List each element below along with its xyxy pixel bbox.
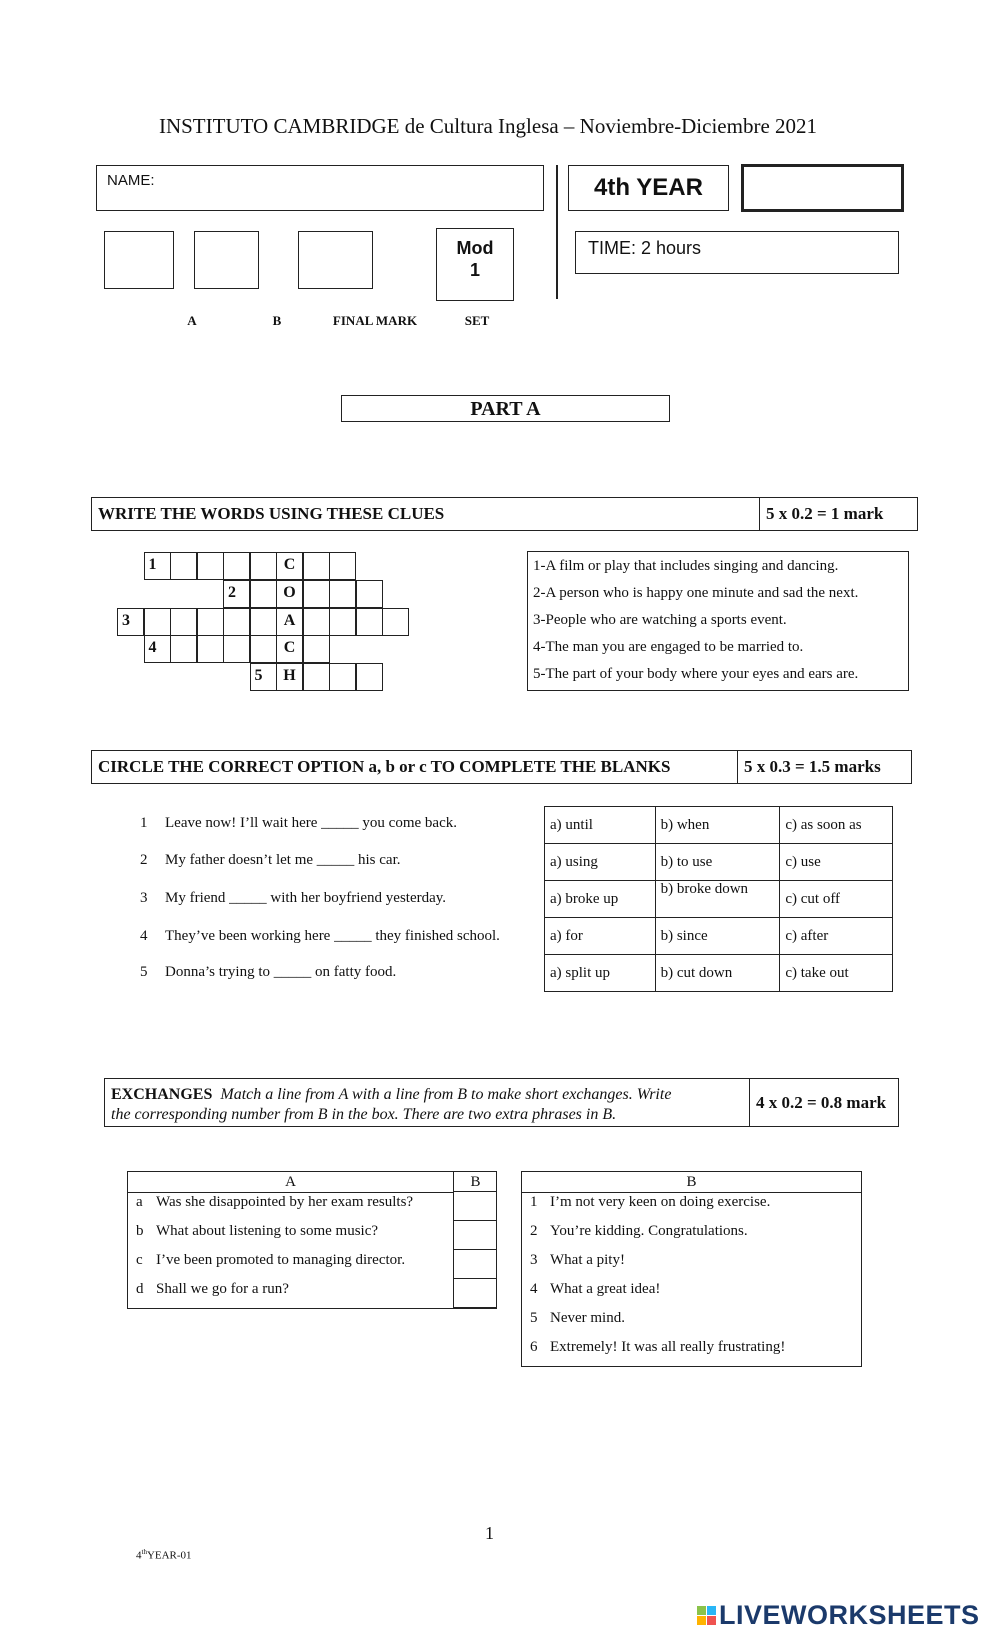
col-b-header: B: [453, 1171, 497, 1192]
section-marks: 5 x 0.2 = 1 mark: [759, 498, 917, 530]
crossword-number-cell: 1: [144, 552, 171, 580]
exchange-a-item: [136, 1223, 379, 1240]
code-suffix: YEAR-01: [146, 1549, 192, 1562]
option-b[interactable]: b) cut down: [655, 955, 780, 992]
crossword-cell[interactable]: [223, 635, 250, 663]
header-divider: [556, 165, 558, 299]
clue: 1-A film or play that includes singing and dancing.: [533, 558, 839, 574]
question-text: Donna’s trying to _____ on fatty food.: [165, 964, 397, 980]
question-number: 4: [140, 928, 148, 944]
question-text: Leave now! I’ll wait here _____ you come back.: [165, 815, 457, 831]
item-text: I’ve been promoted to managing director.: [156, 1252, 406, 1268]
crossword-cell[interactable]: [250, 552, 277, 580]
item-key: d: [136, 1281, 144, 1297]
crossword-cell[interactable]: [329, 580, 356, 608]
document-code: [136, 1548, 192, 1562]
item-text: What a great idea!: [550, 1281, 661, 1297]
crossword-cell[interactable]: [170, 608, 197, 636]
option-c[interactable]: c) after: [780, 918, 893, 955]
item-text: Never mind.: [550, 1310, 625, 1326]
crossword-cell[interactable]: [170, 552, 197, 580]
answer-box[interactable]: [453, 1279, 497, 1308]
time-box: TIME: 2 hours: [575, 231, 899, 274]
option-b[interactable]: b) since: [655, 918, 780, 955]
exchange-b-item: [530, 1310, 625, 1327]
crossword-cell[interactable]: [356, 580, 383, 608]
exchange-a-item: [136, 1281, 289, 1298]
exchange-a-item: [136, 1252, 406, 1269]
item-text: I’m not very keen on doing exercise.: [550, 1194, 771, 1210]
option-b[interactable]: b) when: [655, 807, 780, 844]
crossword-cell[interactable]: [303, 635, 330, 663]
option-a[interactable]: a) split up: [545, 955, 656, 992]
answer-box[interactable]: [453, 1250, 497, 1279]
crossword-number-cell: 2: [223, 580, 250, 608]
exchange-b-item: [530, 1252, 625, 1269]
crossword-key-letter: O: [276, 580, 303, 608]
label-set: SET: [464, 313, 490, 328]
item-text: What about listening to some music?: [156, 1223, 379, 1239]
question-text: My father doesn’t let me _____ his car.: [165, 852, 401, 868]
option-b[interactable]: b) to use: [655, 844, 780, 881]
crossword-cell[interactable]: [197, 608, 224, 636]
exchange-b-item: [530, 1223, 748, 1240]
label-final-mark: FINAL MARK: [332, 313, 418, 328]
item-key: 5: [530, 1310, 538, 1326]
crossword-cell[interactable]: [144, 608, 171, 636]
instructions-line2: the corresponding number from B in the box. There are two extra phrases in B.: [111, 1106, 617, 1123]
mod-number: 1: [469, 260, 480, 280]
col-b-list-header: B: [522, 1172, 861, 1193]
option-c[interactable]: c) take out: [780, 955, 893, 992]
clue: 2-A person who is happy one minute and sad the next.: [533, 585, 859, 601]
section-title: EXCHANGES: [111, 1086, 213, 1103]
crossword-cell[interactable]: [356, 608, 383, 636]
question-number: 2: [140, 852, 148, 868]
crossword-number-cell: 4: [144, 635, 171, 663]
item-key: c: [136, 1252, 143, 1268]
item-key: 3: [530, 1252, 538, 1268]
crossword-cell[interactable]: [303, 663, 330, 691]
year-box: 4th YEAR: [568, 165, 729, 211]
section-options-header: [91, 750, 912, 784]
option-a[interactable]: a) using: [545, 844, 656, 881]
crossword-number-cell: 3: [117, 608, 144, 636]
options-row: [545, 881, 893, 918]
crossword-cell[interactable]: [329, 663, 356, 691]
part-title: PART A: [341, 395, 670, 422]
col-a-header: A: [128, 1172, 453, 1193]
item-text: Was she disappointed by her exam results?: [156, 1194, 414, 1210]
document-title: INSTITUTO CAMBRIDGE de Cultura Inglesa – Noviembre-Diciembre 2021: [158, 114, 818, 138]
option-a[interactable]: a) until: [545, 807, 656, 844]
exchanges-instructions: [111, 1085, 743, 1125]
item-key: 2: [530, 1223, 538, 1239]
section-words-header: [91, 497, 918, 531]
watermark-text: LIVEWORKSHEETS: [719, 1600, 980, 1630]
options-table: [544, 806, 893, 992]
label-b: B: [272, 313, 282, 328]
code-prefix: 4: [136, 1549, 142, 1562]
crossword-cell[interactable]: [250, 580, 277, 608]
table-b: [521, 1171, 862, 1367]
exchange-b-item: [530, 1194, 771, 1211]
item-key: 1: [530, 1194, 538, 1210]
question-number: 3: [140, 890, 148, 906]
item-text: You’re kidding. Congratulations.: [550, 1223, 748, 1239]
exchange-b-item: [530, 1339, 786, 1356]
item-key: 6: [530, 1339, 538, 1355]
mod-label: Mod: [456, 238, 494, 258]
option-c[interactable]: c) use: [780, 844, 893, 881]
crossword-cell[interactable]: [197, 552, 224, 580]
score-box-b[interactable]: [194, 231, 259, 289]
code-box[interactable]: [741, 164, 904, 212]
table-a: [127, 1171, 497, 1309]
question-number: 5: [140, 964, 148, 980]
clues-box: [527, 551, 909, 691]
page-number: 1: [485, 1523, 494, 1543]
section-marks: 5 x 0.3 = 1.5 marks: [737, 751, 911, 783]
crossword-cell[interactable]: [303, 552, 330, 580]
crossword-cell[interactable]: [329, 608, 356, 636]
crossword-cell[interactable]: [303, 580, 330, 608]
set-box: [436, 228, 514, 301]
label-a: A: [187, 313, 197, 328]
name-label: NAME:: [107, 172, 155, 189]
score-box-a[interactable]: [104, 231, 174, 289]
liveworksheets-watermark: [697, 1600, 980, 1631]
crossword-key-letter: A: [276, 608, 303, 636]
crossword-cell[interactable]: [197, 635, 224, 663]
crossword-key-letter: C: [276, 552, 303, 580]
crossword-cell[interactable]: [303, 608, 330, 636]
item-key: a: [136, 1194, 143, 1210]
question-number: 1: [140, 815, 148, 831]
option-a[interactable]: a) broke up: [545, 881, 656, 918]
crossword-key-letter: H: [276, 663, 303, 691]
item-text: Shall we go for a run?: [156, 1281, 289, 1297]
item-key: 4: [530, 1281, 538, 1297]
option-a[interactable]: a) for: [545, 918, 656, 955]
crossword-cell[interactable]: [170, 635, 197, 663]
section-title: CIRCLE THE CORRECT OPTION a, b or c TO COMPLETE THE BLANKS: [98, 757, 671, 776]
crossword-cell[interactable]: [356, 663, 383, 691]
clue: 5-The part of your body where your eyes and ears are.: [533, 666, 859, 682]
options-row: [545, 844, 893, 881]
instructions-line1: Match a line from A with a line from B to make short exchanges. Write: [220, 1086, 672, 1103]
options-row: [545, 955, 893, 992]
code-sup: th: [141, 1548, 147, 1556]
section-title: WRITE THE WORDS USING THESE CLUES: [98, 504, 445, 523]
crossword-cell[interactable]: [223, 552, 250, 580]
crossword-key-letter: C: [276, 635, 303, 663]
clue: 3-People who are watching a sports event.: [533, 612, 787, 628]
options-row: [545, 807, 893, 844]
item-text: Extremely! It was all really frustrating!: [550, 1339, 786, 1355]
logo-icon: [697, 1606, 716, 1625]
exchange-a-item: [136, 1194, 414, 1211]
crossword-cell[interactable]: [223, 608, 250, 636]
option-c[interactable]: c) as soon as: [780, 807, 893, 844]
name-field[interactable]: [96, 165, 544, 211]
answer-box[interactable]: [453, 1221, 497, 1250]
options-row: [545, 918, 893, 955]
option-c[interactable]: c) cut off: [780, 881, 893, 918]
crossword-number-cell: 5: [250, 663, 277, 691]
question-text: My friend _____ with her boyfriend yesterday.: [165, 890, 447, 906]
exchange-b-item: [530, 1281, 661, 1298]
crossword-cell[interactable]: [250, 608, 277, 636]
section-marks: 4 x 0.2 = 0.8 mark: [749, 1079, 896, 1126]
final-mark-box[interactable]: [298, 231, 373, 289]
crossword-cell[interactable]: [382, 608, 409, 636]
clue: 4-The man you are engaged to be married to.: [533, 639, 804, 655]
answer-box[interactable]: [453, 1192, 497, 1221]
option-b[interactable]: b) broke down: [655, 881, 780, 918]
question-text: They’ve been working here _____ they finished school.: [165, 928, 500, 944]
item-text: What a pity!: [550, 1252, 625, 1268]
crossword-cell[interactable]: [250, 635, 277, 663]
item-key: b: [136, 1223, 144, 1239]
section-exchanges-header: [104, 1078, 899, 1127]
crossword-cell[interactable]: [329, 552, 356, 580]
